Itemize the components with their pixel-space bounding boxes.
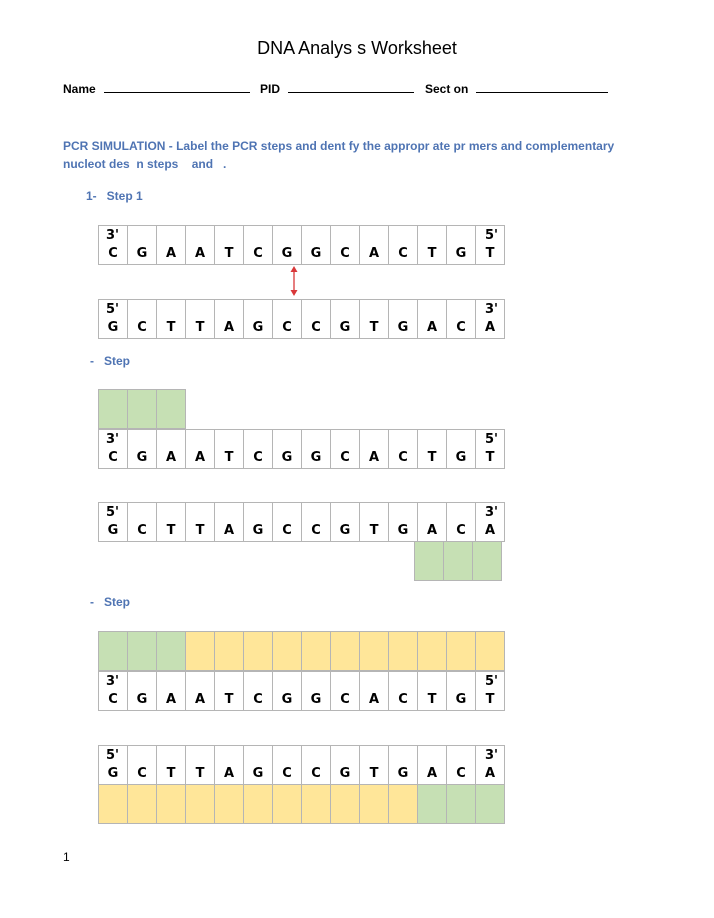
nucleotide-cell [128,226,157,264]
nucleotide-base: T [427,450,437,465]
nucleotide-base: T [195,766,205,781]
primer-box[interactable] [447,785,476,823]
nucleotide-box[interactable] [186,785,215,823]
nucleotide-base: G [136,692,148,707]
primer-box[interactable] [128,390,157,428]
nucleotide-cell [273,300,302,338]
nucleotide-base: C [456,523,466,538]
nucleotide-base: A [368,246,380,261]
strand-end-label: 3' [484,748,498,763]
nucleotide-base: G [397,766,409,781]
nucleotide-base: C [137,523,147,538]
step-2-template-strand-top [98,429,505,469]
nucleotide-cell [447,226,476,264]
nucleotide-cell [273,503,302,541]
strand-end-label: 5' [106,302,120,317]
nucleotide-base: G [339,766,351,781]
nucleotide-base: C [311,320,321,335]
nucleotide-base: A [165,246,177,261]
page-title: DNA Analys s Worksheet [257,38,457,58]
nucleotide-cell [447,746,476,784]
nucleotide-cell [331,226,360,264]
nucleotide-base: T [224,246,234,261]
nucleotide-cell [273,430,302,468]
strand-end-label: 5' [484,432,498,447]
nucleotide-cell [215,430,244,468]
nucleotide-cell [244,430,273,468]
nucleotide-base: G [310,450,322,465]
step-3-extension-top[interactable] [98,631,505,671]
step-3-template-strand-top [98,671,505,711]
nucleotide-base: C [108,246,118,261]
nucleotide-cell [476,746,504,784]
nucleotide-cell [360,746,389,784]
nucleotide-base: T [166,320,176,335]
nucleotide-base: C [108,450,118,465]
nucleotide-cell [389,672,418,710]
nucleotide-base: G [252,766,264,781]
nucleotide-cell [273,226,302,264]
nucleotide-base: G [310,692,322,707]
nucleotide-box[interactable] [128,785,157,823]
nucleotide-base: G [136,246,148,261]
nucleotide-box[interactable] [186,632,215,670]
name-label: Name [63,82,96,96]
nucleotide-base: C [340,450,350,465]
nucleotide-base: A [484,766,496,781]
primer-box[interactable] [476,785,504,823]
step-2-primer-bottom[interactable] [414,541,502,581]
nucleotide-base: A [194,246,206,261]
section-label: Sect on [425,82,469,96]
nucleotide-base: C [282,766,292,781]
nucleotide-base: A [165,450,177,465]
nucleotide-cell [157,430,186,468]
nucleotide-cell [215,300,244,338]
nucleotide-cell [389,226,418,264]
nucleotide-cell [476,226,504,264]
primer-box[interactable] [99,390,128,428]
strand-end-label: 3' [106,228,120,243]
nucleotide-base: G [397,523,409,538]
nucleotide-base: C [137,320,147,335]
nucleotide-cell [128,430,157,468]
nucleotide-base: T [369,523,379,538]
nucleotide-base: A [426,320,438,335]
nucleotide-base: G [455,692,467,707]
primer-box[interactable] [157,390,185,428]
primer-box[interactable] [473,542,501,580]
primer-box[interactable] [444,542,473,580]
step-3-extension-bottom[interactable] [98,784,505,824]
nucleotide-cell [389,430,418,468]
step-1-template-strand-bottom [98,299,505,339]
nucleotide-base: T [369,766,379,781]
nucleotide-cell [186,672,215,710]
nucleotide-base: A [484,320,496,335]
nucleotide-base: T [485,246,495,261]
step-1-label: 1- Step 1 [86,189,143,203]
nucleotide-base: A [223,523,235,538]
nucleotide-cell [447,300,476,338]
nucleotide-box[interactable] [244,785,273,823]
nucleotide-cell [244,672,273,710]
strand-end-label: 5' [106,748,120,763]
nucleotide-base: T [485,450,495,465]
nucleotide-cell [302,746,331,784]
nucleotide-cell [331,672,360,710]
nucleotide-box[interactable] [389,632,418,670]
instructions [63,137,663,173]
nucleotide-base: A [426,523,438,538]
nucleotide-base: C [398,450,408,465]
nucleotide-base: A [223,766,235,781]
nucleotide-base: C [456,766,466,781]
step-2-label: - Step [90,354,131,368]
nucleotide-base: C [398,692,408,707]
strand-end-label: 5' [106,505,120,520]
page-number: 1 [63,850,70,864]
nucleotide-base: G [107,523,119,538]
nucleotide-base: C [253,246,263,261]
nucleotide-cell [244,503,273,541]
nucleotide-box[interactable] [360,632,389,670]
step-3-template-strand-bottom [98,745,505,785]
strand-end-label: 3' [484,505,498,520]
nucleotide-cell [157,226,186,264]
nucleotide-base: C [340,246,350,261]
nucleotide-base: G [281,246,293,261]
nucleotide-base: G [281,692,293,707]
nucleotide-cell [244,300,273,338]
nucleotide-cell [215,226,244,264]
nucleotide-cell [360,226,389,264]
nucleotide-cell [447,503,476,541]
nucleotide-cell [331,300,360,338]
nucleotide-cell [418,503,447,541]
nucleotide-base: G [107,320,119,335]
nucleotide-box[interactable] [476,632,504,670]
nucleotide-cell [331,746,360,784]
section-blank[interactable] [476,80,608,93]
nucleotide-base: G [455,246,467,261]
nucleotide-base: C [108,692,118,707]
primer-box[interactable] [418,785,447,823]
instructions-line-1: PCR SIMULATION - Label the PCR steps and dent fy the appropr ate pr mers and complementary [63,139,615,153]
nucleotide-cell [418,226,447,264]
nucleotide-base: T [369,320,379,335]
pid-field[interactable] [260,80,414,96]
strand-end-label: 5' [484,228,498,243]
nucleotide-cell [302,503,331,541]
nucleotide-cell [389,746,418,784]
strand-end-label: 3' [106,432,120,447]
nucleotide-cell [302,672,331,710]
nucleotide-base: G [252,523,264,538]
step-3-label: - Step [90,595,131,609]
nucleotide-base: A [165,692,177,707]
nucleotide-cell [273,672,302,710]
nucleotide-base: A [194,450,206,465]
nucleotide-cell [302,300,331,338]
nucleotide-box[interactable] [244,632,273,670]
nucleotide-base: C [340,692,350,707]
nucleotide-cell [186,430,215,468]
nucleotide-base: T [224,692,234,707]
step-2-template-strand-bottom [98,502,505,542]
step-2-primer-top[interactable] [98,389,186,429]
nucleotide-cell [186,300,215,338]
nucleotide-base: T [166,766,176,781]
nucleotide-box[interactable] [157,785,186,823]
nucleotide-box[interactable] [302,785,331,823]
nucleotide-cell [302,226,331,264]
nucleotide-cell [186,746,215,784]
primer-box[interactable] [128,632,157,670]
nucleotide-base: G [455,450,467,465]
pid-label: PID [260,82,281,96]
nucleotide-base: G [339,320,351,335]
nucleotide-box[interactable] [360,785,389,823]
nucleotide-box[interactable] [447,632,476,670]
nucleotide-base: C [137,766,147,781]
nucleotide-cell [99,746,128,784]
nucleotide-cell [128,503,157,541]
nucleotide-box[interactable] [389,785,418,823]
nucleotide-box[interactable] [99,785,128,823]
nucleotide-cell [215,503,244,541]
nucleotide-base: C [282,320,292,335]
nucleotide-cell [99,300,128,338]
name-field[interactable] [63,80,250,96]
nucleotide-base: T [427,692,437,707]
nucleotide-cell [331,430,360,468]
nucleotide-cell [244,746,273,784]
nucleotide-base: G [339,523,351,538]
nucleotide-cell [273,746,302,784]
primer-box[interactable] [415,542,444,580]
nucleotide-cell [476,300,504,338]
nucleotide-base: G [136,450,148,465]
nucleotide-box[interactable] [215,785,244,823]
nucleotide-cell [418,300,447,338]
strand-end-label: 3' [106,674,120,689]
nucleotide-cell [447,672,476,710]
nucleotide-base: T [166,523,176,538]
nucleotide-base: G [397,320,409,335]
nucleotide-base: C [253,692,263,707]
strand-end-label: 3' [484,302,498,317]
nucleotide-base: T [195,523,205,538]
nucleotide-base: A [426,766,438,781]
denaturation-arrow-icon [286,264,302,298]
nucleotide-base: G [252,320,264,335]
nucleotide-cell [447,430,476,468]
nucleotide-cell [99,430,128,468]
nucleotide-base: C [282,523,292,538]
nucleotide-cell [157,672,186,710]
strand-end-label: 5' [484,674,498,689]
nucleotide-cell [360,672,389,710]
primer-box[interactable] [157,632,186,670]
nucleotide-base: T [427,246,437,261]
nucleotide-cell [244,226,273,264]
nucleotide-cell [215,746,244,784]
nucleotide-cell [331,503,360,541]
nucleotide-base: G [310,246,322,261]
nucleotide-cell [418,430,447,468]
nucleotide-cell [128,746,157,784]
nucleotide-cell [302,430,331,468]
nucleotide-base: C [253,450,263,465]
pid-blank[interactable] [288,80,414,93]
nucleotide-base: A [368,450,380,465]
nucleotide-box[interactable] [331,785,360,823]
nucleotide-cell [215,672,244,710]
nucleotide-cell [128,672,157,710]
nucleotide-cell [476,430,504,468]
nucleotide-base: C [311,523,321,538]
nucleotide-cell [99,226,128,264]
step-1-template-strand-top [98,225,505,265]
nucleotide-box[interactable] [273,632,302,670]
nucleotide-box[interactable] [302,632,331,670]
nucleotide-base: C [456,320,466,335]
nucleotide-cell [360,430,389,468]
name-blank[interactable] [104,80,250,93]
nucleotide-cell [157,300,186,338]
nucleotide-base: A [194,692,206,707]
nucleotide-box[interactable] [273,785,302,823]
nucleotide-base: A [368,692,380,707]
nucleotide-cell [99,672,128,710]
nucleotide-cell [99,503,128,541]
nucleotide-base: T [224,450,234,465]
nucleotide-cell [186,226,215,264]
nucleotide-cell [418,746,447,784]
nucleotide-box[interactable] [418,632,447,670]
nucleotide-cell [476,503,504,541]
nucleotide-cell [128,300,157,338]
nucleotide-box[interactable] [215,632,244,670]
nucleotide-cell [360,300,389,338]
nucleotide-base: C [311,766,321,781]
nucleotide-box[interactable] [331,632,360,670]
nucleotide-cell [418,672,447,710]
nucleotide-base: G [107,766,119,781]
instructions-line-2: nucleot des n steps and . [63,157,227,171]
primer-box[interactable] [99,632,128,670]
nucleotide-base: T [485,692,495,707]
nucleotide-cell [389,300,418,338]
nucleotide-base: A [484,523,496,538]
nucleotide-cell [360,503,389,541]
nucleotide-cell [157,746,186,784]
nucleotide-cell [157,503,186,541]
nucleotide-base: A [223,320,235,335]
nucleotide-cell [186,503,215,541]
nucleotide-base: T [195,320,205,335]
nucleotide-base: C [398,246,408,261]
nucleotide-base: G [281,450,293,465]
nucleotide-cell [476,672,504,710]
section-field[interactable] [425,80,608,96]
nucleotide-cell [389,503,418,541]
